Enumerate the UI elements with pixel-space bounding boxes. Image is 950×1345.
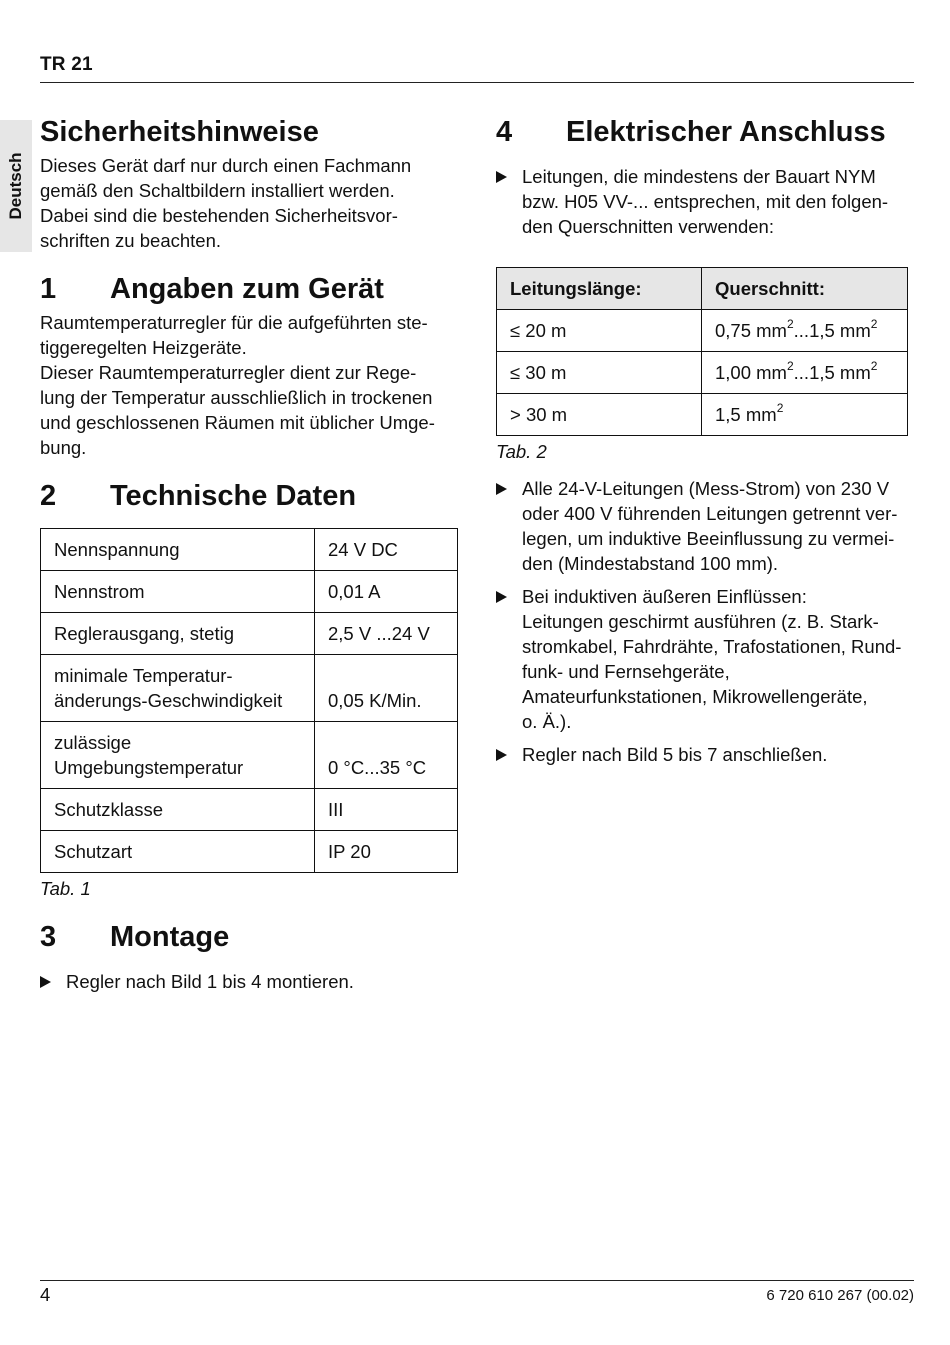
bullet-line: Leitungen geschirmt ausführen (z. B. Stark- [522, 611, 879, 632]
section-title: Elektrischer Anschluss [566, 116, 886, 148]
bullet-line: Leitungen, die mindestens der Bauart NYM [522, 166, 876, 187]
superscript: 2 [776, 400, 784, 415]
table-value-cell: 0,01 A [315, 571, 458, 613]
bullet-line: funk- und Fernsehgeräte, [522, 661, 730, 682]
text-line: schriften zu beachten. [40, 230, 221, 251]
bullet-line: Regler nach Bild 5 bis 7 anschließen. [522, 744, 828, 765]
table-value-cell: IP 20 [315, 831, 458, 873]
label-line: minimale Temperatur- [54, 665, 233, 686]
bullet-line: den Querschnitten verwenden: [522, 216, 774, 237]
bullet-line: bzw. H05 VV-... entsprechen, mit den folgen- [522, 191, 889, 212]
technical-data-table [40, 528, 458, 873]
table-label-cell [41, 722, 315, 789]
bullet-line: den (Mindestabstand 100 mm). [522, 553, 779, 574]
section-number: 1 [40, 273, 57, 305]
length-cell: ≤ 20 m [497, 310, 702, 352]
table-row [41, 655, 458, 722]
bullet-line: Amateurfunkstationen, Mikrowellengeräte, [522, 686, 868, 707]
text-line: Dabei sind die bestehenden Sicherheitsvor- [40, 205, 398, 226]
bullet-line: Bei induktiven äußeren Einflüssen: [522, 586, 807, 607]
footer-divider [40, 1280, 914, 1281]
superscript: 2 [870, 316, 878, 331]
table-row [497, 310, 908, 352]
table-label-cell [41, 655, 315, 722]
table-1-caption: Tab. 1 [40, 878, 91, 899]
text-line: Dieser Raumtemperaturregler dient zur Rege- [40, 362, 417, 383]
triangle-bullet-icon [496, 591, 507, 603]
cross-value: ...1,5 mm [793, 362, 871, 383]
table-label-cell: Nennstrom [41, 571, 315, 613]
safety-heading: Sicherheitshinweise [40, 116, 319, 148]
bullet-item [496, 584, 914, 734]
document-number: 6 720 610 267 (00.02) [766, 1287, 914, 1304]
triangle-bullet-icon [496, 749, 507, 761]
length-cell: > 30 m [497, 394, 702, 436]
header-cell-length: Leitungslänge: [497, 268, 702, 310]
table-value-cell: III [315, 789, 458, 831]
table-label-cell: Schutzart [41, 831, 315, 873]
length-cell: ≤ 30 m [497, 352, 702, 394]
safety-paragraph [40, 153, 458, 253]
bullet-line: o. Ä.). [522, 711, 572, 732]
bullet-item [40, 969, 458, 994]
cable-cross-section-table [496, 267, 908, 436]
bullet-line: stromkabel, Fahrdrähte, Trafostationen, Rund- [522, 636, 902, 657]
bullet-item [496, 742, 914, 767]
triangle-bullet-icon [496, 171, 507, 183]
superscript: 2 [870, 358, 878, 373]
table-row [497, 352, 908, 394]
cross-value: ...1,5 mm [793, 320, 871, 341]
text-line: lung der Temperatur ausschließlich in trockenen [40, 387, 433, 408]
table-value-cell: 24 V DC [315, 529, 458, 571]
page-number: 4 [40, 1284, 51, 1305]
table-label-cell: Schutzklasse [41, 789, 315, 831]
language-tab-label: Deutsch [6, 152, 25, 220]
table-header-row [497, 268, 908, 310]
label-line: Umgebungstemperatur [54, 757, 244, 778]
section-2-heading [40, 478, 458, 514]
table-row [497, 394, 908, 436]
table-row [41, 613, 458, 655]
text-line: Dieses Gerät darf nur durch einen Fachmann [40, 155, 412, 176]
bullet-line: oder 400 V führenden Leitungen getrennt ver- [522, 503, 898, 524]
section-number: 2 [40, 480, 57, 512]
header-cell-cross-section: Querschnitt: [702, 268, 908, 310]
section-number: 3 [40, 921, 57, 953]
cross-value: 1,5 mm [715, 404, 777, 425]
bullet-item [496, 476, 914, 576]
triangle-bullet-icon [496, 483, 507, 495]
text-line: und geschlossenen Räumen mit üblicher Umge- [40, 412, 435, 433]
superscript: 2 [786, 316, 794, 331]
label-line: änderungs-Geschwindigkeit [54, 690, 283, 711]
cross-section-cell [702, 352, 908, 394]
table-value-cell: 0 °C...35 °C [315, 722, 458, 789]
table-label-cell: Reglerausgang, stetig [41, 613, 315, 655]
section-1-heading [40, 271, 458, 307]
text-line: gemäß den Schaltbildern installiert werden. [40, 180, 395, 201]
label-line: zulässige [54, 732, 132, 753]
section-title: Technische Daten [110, 480, 357, 512]
section-title: Angaben zum Gerät [110, 273, 384, 305]
bullet-item [496, 164, 914, 239]
cross-value: 1,00 mm [715, 362, 787, 383]
text-line: bung. [40, 437, 87, 458]
table-row [41, 722, 458, 789]
table-label-cell: Nennspannung [41, 529, 315, 571]
document-header-title: TR 21 [40, 54, 93, 75]
table-row [41, 831, 458, 873]
bullet-line: Regler nach Bild 1 bis 4 montieren. [66, 971, 354, 992]
cross-section-cell [702, 310, 908, 352]
bullet-line: Alle 24-V-Leitungen (Mess-Strom) von 230 V [522, 478, 890, 499]
section-4-heading [496, 114, 914, 150]
table-value-cell: 2,5 V ...24 V [315, 613, 458, 655]
header-divider [40, 82, 914, 83]
text-line: Raumtemperaturregler für die aufgeführten ste- [40, 312, 428, 333]
cross-section-cell [702, 394, 908, 436]
bullet-line: legen, um induktive Beeinflussung zu vermei- [522, 528, 895, 549]
table-row [41, 789, 458, 831]
table-row [41, 529, 458, 571]
text-line: tiggeregelten Heizgeräte. [40, 337, 247, 358]
right-column [496, 114, 914, 767]
triangle-bullet-icon [40, 976, 51, 988]
table-row [41, 571, 458, 613]
superscript: 2 [786, 358, 794, 373]
section-number: 4 [496, 116, 513, 148]
section-3-heading [40, 919, 458, 955]
section-1-paragraph [40, 310, 458, 460]
table-value-cell: 0,05 K/Min. [315, 655, 458, 722]
table-2-caption: Tab. 2 [496, 441, 547, 462]
left-column [40, 114, 458, 994]
section-title: Montage [110, 921, 230, 953]
cross-value: 0,75 mm [715, 320, 787, 341]
